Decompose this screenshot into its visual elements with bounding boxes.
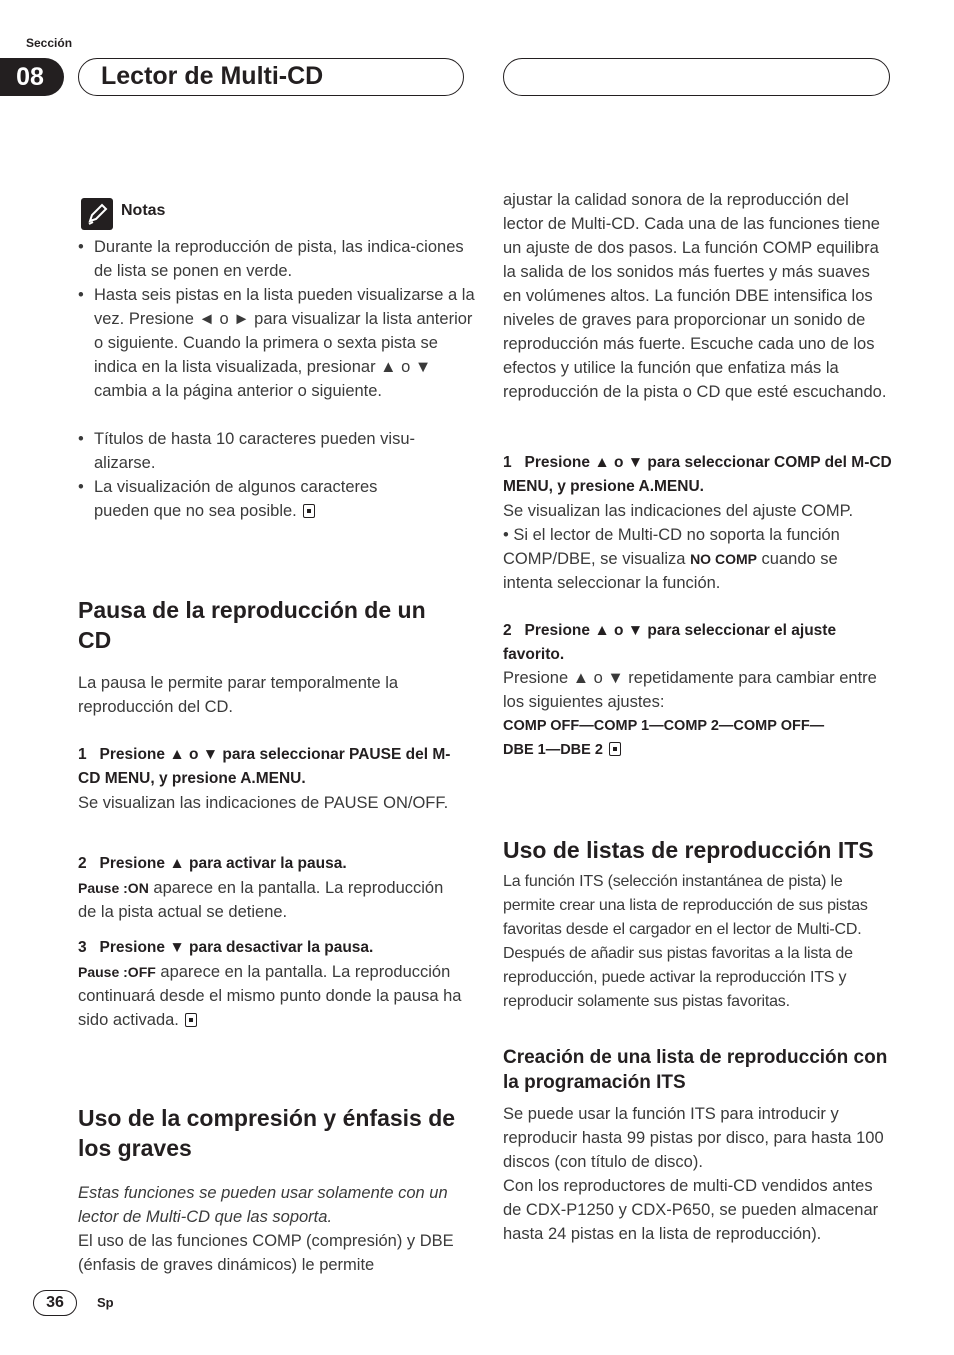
pausa-intro: La pausa le permite parar temporalmente la reproducción del CD. [78, 674, 399, 716]
pausa-step-3 [78, 936, 468, 960]
end-mark-icon [609, 742, 621, 756]
pausa-step-3-text [78, 960, 468, 1032]
note-item-text: La visualización de algunos caracteres pueden que no sea posible. [94, 478, 378, 520]
compresion-step-2 [503, 619, 895, 667]
display-code: Pause :ON [78, 880, 149, 896]
step-text: Presione ▲ para activar la pausa. [99, 855, 347, 872]
display-code: Pause :OFF [78, 964, 156, 980]
language-code: Sp [97, 1295, 114, 1310]
note-pencil-icon [81, 198, 113, 230]
compresion-sequence-2 [503, 738, 895, 762]
pausa-step-2-text [78, 876, 458, 924]
note-item: • Hasta seis pistas en la lista pueden visualizarse a la vez. Presione ◄ o ► para visualizar la lista anterior o siguiente. Cuando la primera o sexta pista se indica en la lista visualizada, presionar ▲ o ▼ cambia a la página anterior o siguiente. [78, 283, 476, 403]
compresion-italic-note: Estas funciones se pueden usar solamente con un lector de Multi-CD que las soporta. [78, 1184, 448, 1226]
notes-heading: Notas [121, 202, 166, 219]
section-number-badge: 08 [0, 58, 64, 96]
compresion-sequence-1: COMP OFF—COMP 1—COMP 2—COMP OFF— [503, 718, 825, 734]
compresion-step-1-bullet [503, 523, 891, 595]
its-sub-text-2: Con los reproductores de multi-CD vendidos antes de CDX-P1250 y CDX-P650, se pueden almacenar hasta 24 pistas en la lista de reproducción). [503, 1177, 879, 1243]
header-right-box [503, 58, 890, 96]
step-number: 2 [503, 622, 512, 639]
sequence-text: DBE 1—DBE 2 [503, 742, 603, 758]
step-text: Presione ▼ para desactivar la pausa. [99, 939, 374, 956]
end-mark-icon [303, 504, 315, 518]
step-number: 3 [78, 939, 87, 956]
step-number: 1 [78, 746, 87, 763]
pausa-step-1-text: Se visualizan las indicaciones de PAUSE ON/OFF. [78, 794, 449, 812]
display-code: NO COMP [690, 551, 757, 567]
step-body: aparece en la pantalla. La reproducción de la pista actual se detiene. [78, 879, 444, 921]
its-sub-heading: Creación de una lista de reproducción con la programación ITS [503, 1047, 888, 1093]
compresion-heading: Uso de la compresión y énfasis de los graves [78, 1105, 456, 1161]
compresion-text-right: ajustar la calidad sonora de la reproducción del lector de Multi-CD. Cada una de las funciones tiene un ajuste de dos pasos. La función COMP equilibra la salida de los sonidos más fuertes y más suaves en volúmenes altos. La función DBE intensifica los niveles de graves para proporcionar un sonido de reproducción más fuerte. Escuche cada uno de los efectos y utilice la función que enfatiza más la reproducción de la pista o CD que esté escuchando. [503, 191, 887, 401]
step-body: aparece en la pantalla. La reproducción continuará desde el mismo punto donde la pausa ha sido activada. [78, 963, 462, 1029]
note-item: • Durante la reproducción de pista, las indica-ciones de lista se ponen en verde. [78, 235, 466, 283]
step-text: Presione ▲ o ▼ para seleccionar COMP del M-CD MENU, y presione A.MENU. [503, 454, 892, 495]
pausa-heading: Pausa de la reproducción de un CD [78, 597, 426, 653]
its-text: La función ITS (selección instantánea de pista) le permite crear una lista de reproducción de sus pistas favoritas desde el cargador en el lector de Multi-CD. Después de añadir sus pistas favoritas a la lista de reproducción, puede activar la reproducción ITS y reproducir solamente sus pistas favoritas. [503, 873, 868, 1010]
step-text: Presione ▲ o ▼ para seleccionar PAUSE del M-CD MENU, y presione A.MENU. [78, 746, 451, 787]
step-body: cuando se intenta seleccionar la función. [503, 550, 838, 592]
step-number: 1 [503, 454, 512, 471]
compresion-text-left: El uso de las funciones COMP (compresión) y DBE (énfasis de graves dinámicos) le permite [78, 1232, 454, 1274]
section-label: Sección [26, 36, 73, 50]
note-item [78, 475, 434, 523]
end-mark-icon [185, 1013, 197, 1027]
step-number: 2 [78, 855, 87, 872]
its-heading: Uso de listas de reproducción ITS [503, 837, 874, 863]
compresion-step-1-text: Se visualizan las indicaciones del ajuste COMP. [503, 502, 854, 520]
page-number: 36 [33, 1290, 77, 1316]
pausa-step-2 [78, 852, 468, 876]
step-body: • Si el lector de Multi-CD no soporta la función COMP/DBE, se visualiza [503, 526, 840, 568]
its-sub-text-1: Se puede usar la función ITS para introducir y reproducir hasta 99 pistas por disco, para hasta 100 discos (con título de disco). [503, 1105, 884, 1171]
step-text: Presione ▲ o ▼ para seleccionar el ajuste favorito. [503, 622, 837, 663]
compresion-step-2-text: Presione ▲ o ▼ repetidamente para cambiar entre los siguientes ajustes: [503, 669, 877, 711]
note-item: • Títulos de hasta 10 caracteres pueden visu-alizarse. [78, 427, 464, 475]
compresion-step-1 [503, 451, 895, 499]
page-title: Lector de Multi-CD [78, 58, 464, 96]
pausa-step-1 [78, 743, 468, 791]
